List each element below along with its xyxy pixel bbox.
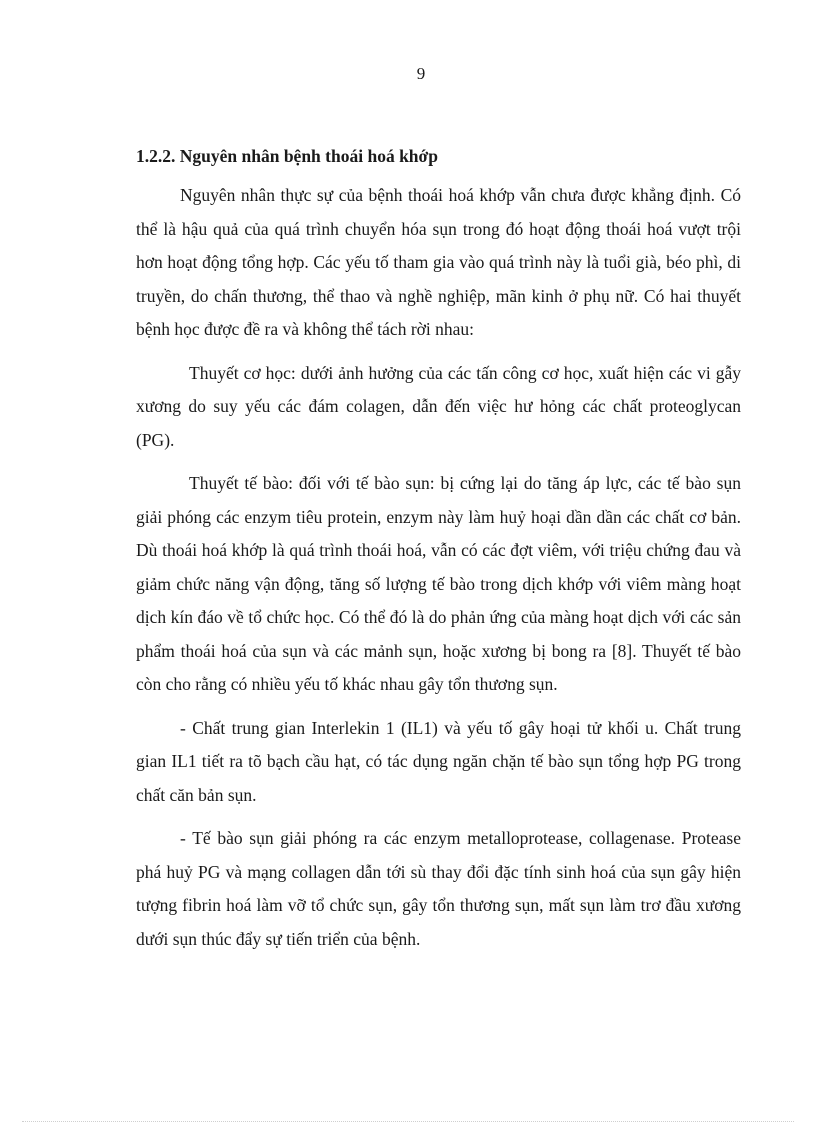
section-heading: 1.2.2. Nguyên nhân bệnh thoái hoá khớp <box>136 146 438 166</box>
document-body <box>136 140 741 956</box>
paragraph-cellular-theory: Thuyết tế bào: đối với tế bào sụn: bị cứng lại do tăng áp lực, các tế bào sụn giải phóng các enzym tiêu protein, enzym này làm huỷ hoại dần dần các chất cơ bản. Dù thoái hoá khớp là quá trình thoái hoá, vẫn có các đợt viêm, với triệu chứng đau và giảm chức năng vận động, tăng số lượng tế bào trong dịch khớp với viêm màng hoạt dịch kín đáo về tổ chức học. Có thể đó là do phản ứng của màng hoạt dịch với các sản phẩm thoái hoá của sụn và các mảnh sụn, hoặc xương bị bong ra [8]. Thuyết tế bào còn cho rằng có nhiều yếu tố khác nhau gây tổn thương sụn. <box>136 473 741 694</box>
paragraph-interleukin: - Chất trung gian Interlekin 1 (IL1) và yếu tố gây hoại tử khối u. Chất trung gian IL1 tiết ra tõ bạch cầu hạt, có tác dụng ngăn chặn tế bào sụn tổng hợp PG trong chất căn bản sụn. <box>136 717 741 805</box>
paragraph-causes: Nguyên nhân thực sự của bệnh thoái hoá khớp vẫn chưa được khẳng định. Có thể là hậu quả của quá trình chuyển hóa sụn trong đó hoạt động thoái hoá vượt trội hơn hoạt động tổng hợp. Các yếu tố tham gia vào quá trình này là tuổi già, béo phì, di truyền, do chấn thương, thể thao và nghề nghiệp, mãn kinh ở phụ nữ. Có hai thuyết bệnh học được đề ra và không thể tách rời nhau: <box>136 185 741 339</box>
paragraph-mechanical-theory: Thuyết cơ học: dưới ảnh hưởng của các tấn công cơ học, xuất hiện các vi gẫy xương do suy yếu các đám colagen, dẫn đến việc hư hỏng các chất proteoglycan (PG). <box>136 362 741 450</box>
paragraph-enzymes: - Tế bào sụn giải phóng ra các enzym metalloprotease, collagenase. Protease phá huỷ PG và mạng collagen dẫn tới sù thay đổi đặc tính sinh hoá của sụn gây hiện tượng fibrin hoá làm vỡ tổ chức sụn, gây tổn thương sụn, mất sụn làm trơ đầu xương dưới sụn thúc đẩy sự tiến triển của bệnh. <box>136 828 741 949</box>
page-bottom-divider <box>22 1121 794 1122</box>
page-number: 9 <box>416 64 426 83</box>
